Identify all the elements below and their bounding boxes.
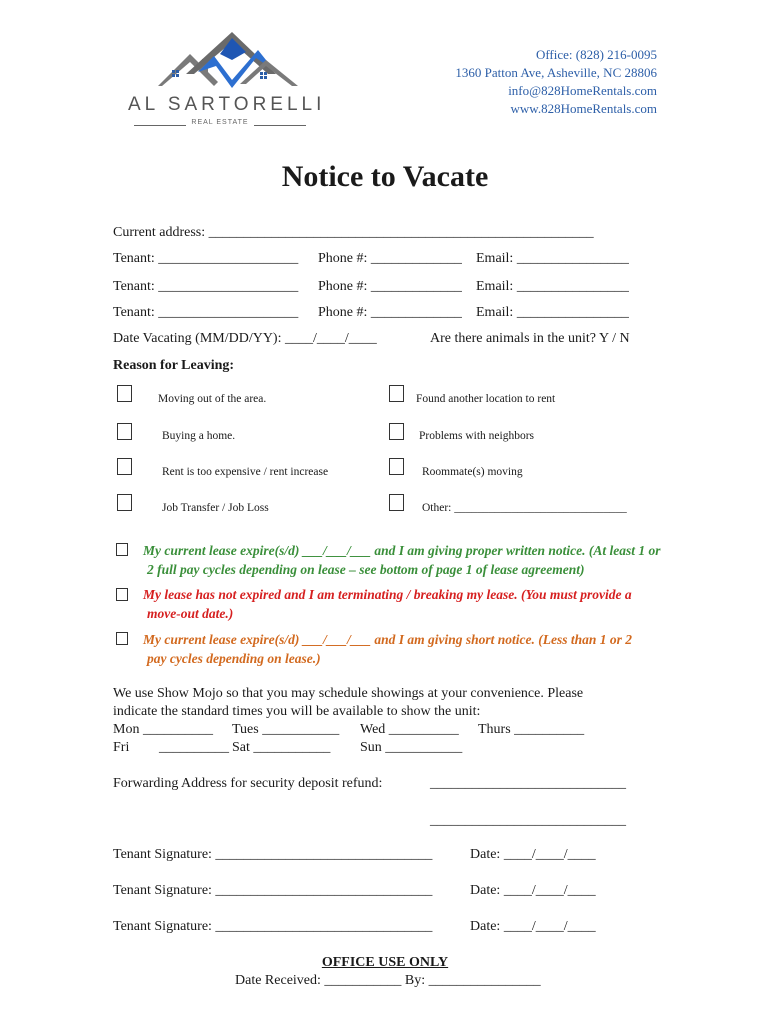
tenant-field-2[interactable]: Tenant: ____________________	[113, 279, 299, 294]
reason-label-moving: Moving out of the area.	[158, 393, 267, 405]
reason-label-neighbors: Problems with neighbors	[419, 430, 534, 442]
reason-checkbox-rent[interactable]	[117, 458, 132, 475]
office-email[interactable]: info@828HomeRentals.com	[508, 83, 657, 98]
signature-date-2[interactable]: Date: ____/____/____	[470, 883, 596, 898]
forwarding-line-1[interactable]: ____________________________	[430, 776, 626, 791]
office-date-received[interactable]: Date Received: ___________ By: ________________	[235, 973, 541, 988]
reason-label-other[interactable]: Other: ______________________________	[422, 502, 627, 514]
lease-short-notice-line2: pay cycles depending on lease.)	[147, 651, 321, 666]
showing-fri-field[interactable]: __________	[159, 740, 229, 755]
logo-divider-right	[254, 125, 306, 126]
email-field-3[interactable]: Email: ________________	[476, 305, 629, 320]
tenant-signature-3[interactable]: Tenant Signature: _______________________________	[113, 919, 433, 934]
reason-label-job: Job Transfer / Job Loss	[162, 502, 269, 514]
showing-tues-field[interactable]: Tues ___________	[232, 722, 340, 737]
phone-field-3[interactable]: Phone #: _____________	[318, 305, 462, 320]
showings-intro-line1: We use Show Mojo so that you may schedule showings at your convenience. Please	[113, 686, 584, 701]
email-field-1[interactable]: Email: ________________	[476, 251, 629, 266]
phone-field-2[interactable]: Phone #: _____________	[318, 279, 462, 294]
lease-checkbox-breaking[interactable]	[116, 588, 128, 601]
company-logo	[128, 24, 326, 136]
reason-heading: Reason for Leaving:	[113, 358, 235, 373]
showings-intro-line2: indicate the standard times you will be available to show the unit:	[113, 704, 481, 719]
reason-checkbox-other[interactable]	[389, 494, 404, 511]
lease-checkbox-short-notice[interactable]	[116, 632, 128, 645]
showing-sun-field[interactable]: Sun ___________	[360, 740, 463, 755]
date-vacating-field[interactable]: Date Vacating (MM/DD/YY): ____/____/____	[113, 331, 377, 346]
reason-checkbox-moving[interactable]	[117, 385, 132, 402]
reason-label-found-location: Found another location to rent	[416, 393, 556, 405]
signature-date-3[interactable]: Date: ____/____/____	[470, 919, 596, 934]
house-logo-icon	[128, 24, 313, 104]
phone-field-1[interactable]: Phone #: _____________	[318, 251, 462, 266]
showing-sat-field[interactable]: Sat ___________	[232, 740, 331, 755]
lease-proper-notice-line2: 2 full pay cycles depending on lease – see bottom of page 1 of lease agreement)	[147, 562, 585, 577]
lease-short-notice-line1: My current lease expire(s/d) ___/___/___ and I am giving short notice. (Less than 1 or 2	[143, 632, 633, 647]
showing-thurs-field[interactable]: Thurs __________	[478, 722, 585, 737]
tenant-field-1[interactable]: Tenant: ____________________	[113, 251, 299, 266]
office-phone: Office: (828) 216-0095	[535, 47, 657, 62]
reason-checkbox-job[interactable]	[117, 494, 132, 511]
showing-wed-field[interactable]: Wed __________	[360, 722, 459, 737]
lease-breaking-line1: My lease has not expired and I am terminating / breaking my lease. (You must provide a	[143, 587, 632, 602]
reason-label-rent: Rent is too expensive / rent increase	[162, 466, 329, 478]
reason-label-roommates: Roommate(s) moving	[422, 466, 523, 478]
email-field-2[interactable]: Email: ________________	[476, 279, 629, 294]
showing-mon-field[interactable]: Mon __________	[113, 722, 213, 737]
logo-divider-left	[134, 125, 186, 126]
tenant-signature-1[interactable]: Tenant Signature: _______________________________	[113, 847, 433, 862]
showing-fri-label: Fri	[113, 740, 130, 755]
forwarding-label: Forwarding Address for security deposit refund:	[113, 776, 383, 791]
current-address-field[interactable]: Current address: _______________________________________________________	[113, 225, 594, 240]
contact-block	[400, 46, 657, 118]
page-title: Notice to Vacate	[281, 160, 489, 193]
lease-breaking-line2: move-out date.)	[147, 606, 234, 621]
tenant-signature-2[interactable]: Tenant Signature: _______________________________	[113, 883, 433, 898]
reason-checkbox-neighbors[interactable]	[389, 423, 404, 440]
lease-checkbox-proper-notice[interactable]	[116, 543, 128, 556]
office-website[interactable]: www.828HomeRentals.com	[510, 101, 657, 116]
office-address: 1360 Patton Ave, Asheville, NC 28806	[455, 65, 657, 80]
logo-name: AL SARTORELLI	[128, 94, 326, 115]
logo-subtitle: REAL ESTATE	[191, 119, 249, 126]
signature-date-1[interactable]: Date: ____/____/____	[470, 847, 596, 862]
animals-question[interactable]: Are there animals in the unit? Y / N	[430, 331, 630, 346]
forwarding-line-2[interactable]: ____________________________	[430, 813, 626, 828]
reason-checkbox-roommates[interactable]	[389, 458, 404, 475]
reason-checkbox-buying[interactable]	[117, 423, 132, 440]
office-use-heading: OFFICE USE ONLY	[321, 955, 449, 970]
reason-checkbox-found-location[interactable]	[389, 385, 404, 402]
lease-proper-notice-line1: My current lease expire(s/d) ___/___/___ and I am giving proper written notice. (At least 1 or	[143, 543, 661, 558]
reason-label-buying: Buying a home.	[162, 430, 236, 442]
tenant-field-3[interactable]: Tenant: ____________________	[113, 305, 299, 320]
